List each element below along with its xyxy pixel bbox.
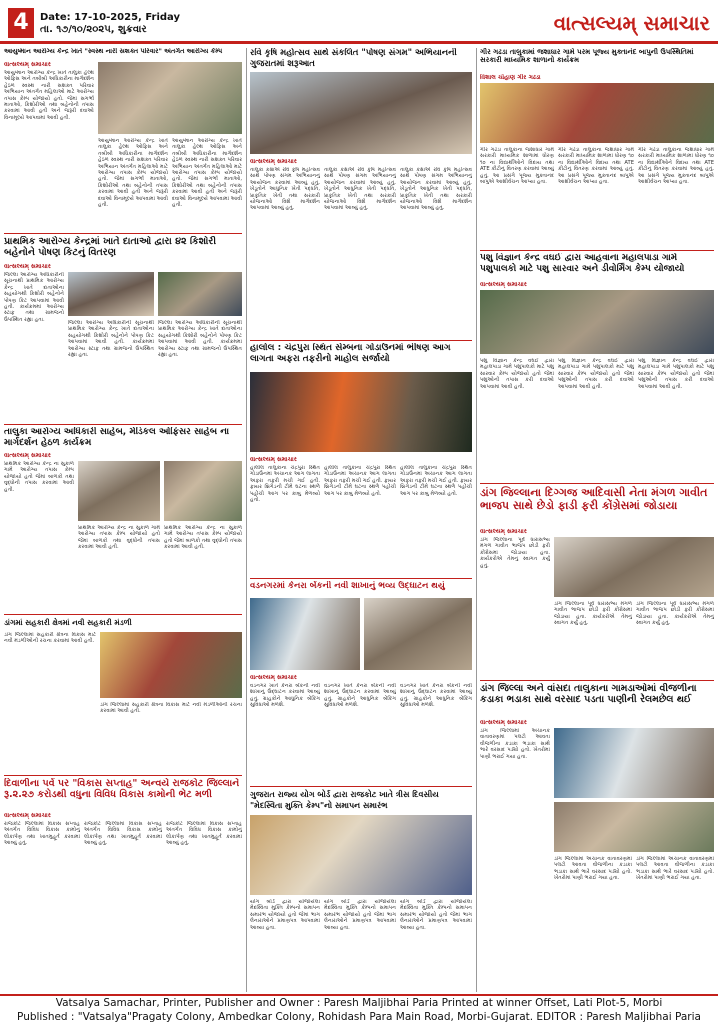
byline: વાત્સલ્યમ્ સમાચાર	[480, 719, 527, 726]
date-english: Date: 17-10-2025, Friday	[40, 12, 181, 23]
article-headline: પશુ વિજ્ઞાન કેન્દ્ર વઘઈ દ્વારા આહવાના મહાલપાડા ગામે પશુપાલકો માટે પશુ સારવાર અને ડીવોર્મિંગ કેમ્પ યોજાયો	[480, 253, 685, 274]
article-photo	[480, 290, 714, 354]
article-body: ડાંગ જિલ્લાના પૂર્વ ધારાસભ્ય મંગળ ગાવીત ભાજપ છોડી ફરી કોંગ્રેસમાં જોડાયા હતા. કાર્યકરોએ તેમનું સ્વાગત કર્યું હતું.	[480, 537, 550, 569]
byline: વાત્સલ્યમ્ સમાચાર	[480, 281, 527, 288]
article-body: પશુ વિજ્ઞાન કેન્દ્ર વઘઈ દ્વારા મહાલપાડા ગામે પશુપાલકો માટે પશુ સારવાર કેમ્પ યોજાયો હતો જેમાં પશુઓની તપાસ કરી દવાઓ આપવામાં આવી હતી.	[558, 358, 634, 390]
article-headline: તાલુકા આરોગ્ય અધિકારી સાહેબ, મેડિકલ ઓફિસર સાહેબ ના માર્ગદર્શન હેઠળ કાર્યક્રમ	[4, 427, 230, 448]
date-gujarati: તા. ૧૭/૧૦/૨૦૨૫, શુક્રવાર	[40, 24, 147, 35]
article-photo	[164, 461, 242, 521]
divider	[4, 233, 242, 234]
article-body: પ્રાથમિક આરોગ્ય કેન્દ્ર ના સુકાળ ગામે આરોગ્ય તપાસ કેમ્પ યોજાયો હતો જેમાં બાળકો તથા વૃદ્ધોની તપાસ કરવામાં આવી હતી.	[78, 525, 160, 551]
divider	[250, 786, 472, 787]
article-body: ગીર ગઢડા તાલુકાના જશાધાર ગામે સરકારી માધ્યમિક શાળામાં ધોરણ ૧૦ ના વિદ્યાર્થીઓને વિદાય તથા ATE કીટોનું વિતરણ કરવામાં આવ્યું હતું. આ પ્રસંગે પૂજ્ય મુક્તાનંદ બાપુએ આશીર્વચન આપ્યા હતા.	[638, 147, 714, 186]
article-body: ડાંગ જિલ્લામાં સહકારી ક્ષેત્રના વિકાસ માટે નવી મંડળીઓની રચના કરવામાં આવી હતી.	[4, 632, 96, 645]
article-body: ડાંગ જિલ્લાના પૂર્વ ધારાસભ્ય મંગળ ગાવીત ભાજપ છોડી ફરી કોંગ્રેસમાં જોડાયા હતા. કાર્યકરોએ તેમનું સ્વાગત કર્યું હતું.	[636, 601, 714, 627]
byline: વાત્સલ્યમ્ સમાચાર	[250, 456, 297, 463]
article-body: તાલુકા કક્ષાએ રવિ કૃષિ મહોત્સવ સાથે પોષણ સંગમ અભિયાનનું આયોજન કરવામાં આવ્યું હતું. ખેડૂતોને આધુનિક ખેતી પદ્ધતિ, પ્રાકૃતિક ખેતી તથા સરકારી યોજનાઓ વિશે માર્ગદર્શન આપવામાં આવ્યું હતું.	[324, 167, 396, 212]
article-body: વડનગર ખાતે કેનરા બેંકની નવી શાખાનું ઉદ્ઘાટન કરવામાં આવ્યું હતું. ગ્રાહકોને આધુનિક બેંકિંગ સુવિધાઓ મળશે.	[324, 683, 396, 709]
divider	[4, 775, 242, 776]
article-headline: આયુષ્માન આરોગ્ય કેન્દ્ર ખાતે "સ્વસ્થ નારી સશક્ત પરિવાર" અંતર્ગત આરોગ્ય કેમ્પ	[4, 48, 223, 55]
byline: વાત્સલ્યમ્ સમાચાર	[250, 674, 297, 681]
article-body: યોગ બોર્ડ દ્વારા યોજાયેલા મેદસ્વિતા મુક્તિ કેમ્પનો સમાપન સમારંભ યોજાયો હતો જેમાં ભાગ લેનારાઓને પ્રમાણપત્ર આપવામાં આવ્યા હતા.	[250, 899, 320, 931]
imprint-line-2: Published : "Vatsalya"Pragaty Colony, Ambedkar Colony, Rohidash Para Main Road, Morbi-Gujarat. EDITOR : Paresh Maljibhai Paria	[17, 1011, 701, 1023]
article-body: વડનગર ખાતે કેનરા બેંકની નવી શાખાનું ઉદ્ઘાટન કરવામાં આવ્યું હતું. ગ્રાહકોને આધુનિક બેંકિંગ સુવિધાઓ મળશે.	[250, 683, 320, 709]
article-headline: હાલોલ : ચંદ્રપુરા સ્થિત સેમ્બના ગોડાઉનમાં ભીષણ આગ લાગતા અફરા તફરીનો માહોલ સર્જાયો	[250, 343, 451, 364]
article-photo	[554, 728, 714, 798]
byline: વાત્સલ્યમ્ સમાચાર	[4, 263, 51, 270]
dateline	[40, 12, 240, 36]
article-body: રાજકોટ જિલ્લામાં વિકાસ સપ્તાહ અંતર્ગત વિવિધ વિકાસ કામોનું લોકાર્પણ તથા ખાતમુહૂર્ત કરવામાં આવ્યું હતું.	[166, 821, 242, 847]
divider	[480, 483, 714, 484]
article-photo	[364, 598, 472, 670]
column-divider	[246, 48, 247, 992]
divider	[4, 424, 242, 425]
article-photo	[158, 272, 242, 316]
divider	[480, 250, 714, 251]
article-body: પશુ વિજ્ઞાન કેન્દ્ર વઘઈ દ્વારા મહાલપાડા ગામે પશુપાલકો માટે પશુ સારવાર કેમ્પ યોજાયો હતો જેમાં પશુઓની તપાસ કરી દવાઓ આપવામાં આવી હતી.	[638, 358, 714, 390]
article-body: ડાંગ જિલ્લામાં અચાનક વાતાવરણમાં પલટો આવતા વીજળીના કડાકા ભડાકા સાથે ભારે વરસાદ પડ્યો હતો. ખેતરોમાં પાણી ભરાઈ ગયા હતા.	[554, 856, 632, 882]
article-body: ડાંગ જિલ્લામાં સહકારી ક્ષેત્રના વિકાસ માટે નવી મંડળીઓની રચના કરવામાં આવી હતી.	[100, 702, 242, 715]
article-photo	[250, 815, 472, 895]
divider	[480, 680, 714, 681]
article-photo	[480, 83, 714, 143]
article-body: યોગ બોર્ડ દ્વારા યોજાયેલા મેદસ્વિતા મુક્તિ કેમ્પનો સમાપન સમારંભ યોજાયો હતો જેમાં ભાગ લેનારાઓને પ્રમાણપત્ર આપવામાં આવ્યા હતા.	[400, 899, 472, 931]
byline: વાત્સલ્યમ્ સમાચાર	[250, 158, 297, 165]
article-body: યોગ બોર્ડ દ્વારા યોજાયેલા મેદસ્વિતા મુક્તિ કેમ્પનો સમાપન સમારંભ યોજાયો હતો જેમાં ભાગ લેનારાઓને પ્રમાણપત્ર આપવામાં આવ્યા હતા.	[324, 899, 396, 931]
article-headline: ડાંગમાં સહકારી ક્ષેત્રમાં નવી સહકારી મંડળી	[4, 618, 132, 627]
article-headline: વડનગરમાં કેનરા બેંકની નવી શાખાનું ભવ્ય ઉદ્ઘાટન થયું	[250, 581, 445, 591]
masthead: વાત્સલ્યમ્ સમાચાર	[553, 11, 710, 35]
article-body: પ્રાથમિક આરોગ્ય કેન્દ્ર ના સુકાળ ગામે આરોગ્ય તપાસ કેમ્પ યોજાયો હતો જેમાં બાળકો તથા વૃદ્ધોની તપાસ કરવામાં આવી હતી.	[4, 461, 74, 493]
article-body: હાલોલ તાલુકાના ચંદ્રપુરા સ્થિત ગોડાઉનમાં અચાનક આગ લાગતા અફરા તફરી મચી ગઈ હતી. ફાયર બ્રિગેડની ટીમે ઘટના સ્થળે પહોંચી આગ પર કાબુ મેળવ્યો હતો.	[250, 465, 320, 504]
article-body: ડાંગ જિલ્લાના પૂર્વ ધારાસભ્ય મંગળ ગાવીત ભાજપ છોડી ફરી કોંગ્રેસમાં જોડાયા હતા. કાર્યકરોએ તેમનું સ્વાગત કર્યું હતું.	[554, 601, 632, 627]
article-headline: ગીર ગઢડા તાલુકામાં જશાધાર ગામે પરમ પૂજ્ય મુક્તાનંદ બાપુની ઉપસ્થિતિમાં સરકારી માધ્યમિક શાળાનો કાર્યક્રમ	[480, 48, 694, 64]
page-number: 4	[8, 8, 34, 38]
article-body: વડનગર ખાતે કેનરા બેંકની નવી શાખાનું ઉદ્ઘાટન કરવામાં આવ્યું હતું. ગ્રાહકોને આધુનિક બેંકિંગ સુવિધાઓ મળશે.	[400, 683, 472, 709]
article-body: ડાંગ જિલ્લામાં અચાનક વાતાવરણમાં પલટો આવતા વીજળીના કડાકા ભડાકા સાથે ભારે વરસાદ પડ્યો હતો. ખેતરોમાં પાણી ભરાઈ ગયા હતા.	[636, 856, 714, 882]
article-body: આયુષ્માન આરોગ્ય કેન્દ્ર ખાતે તાલુકા હેલ્થ ઓફિસ અને તબીબી અધિકારીના માર્ગદર્શન હેઠળ સ્વસ્થ નારી સશક્ત પરિવાર અભિયાન અંતર્ગત મહિલાઓ માટે આરોગ્ય તપાસ કેમ્પ યોજાયો હતો. જેમાં સગર્ભા માતાઓ, કિશોરીઓ તથા બહેનોની તપાસ કરવામાં આવી હતી અને જરૂરી દવાઓ વિનામૂલ્યે આપવામાં આવી હતી.	[172, 138, 242, 209]
article-photo	[100, 632, 242, 698]
article-headline: ગુજરાત રાજ્ય યોગ બોર્ડ દ્વારા રાજકોટ ખાતે ત્રીસ દિવસીય "મેદસ્વિતા મુક્તિ કેમ્પ"નો સમાપન સમારંભ	[250, 790, 439, 810]
byline: વાત્સલ્યમ્ સમાચાર	[4, 812, 51, 819]
article-body: રાજકોટ જિલ્લામાં વિકાસ સપ્તાહ અંતર્ગત વિવિધ વિકાસ કામોનું લોકાર્પણ તથા ખાતમુહૂર્ત કરવામાં આવ્યું હતું.	[84, 821, 162, 847]
article-body: રાજકોટ જિલ્લામાં વિકાસ સપ્તાહ અંતર્ગત વિવિધ વિકાસ કામોનું લોકાર્પણ તથા ખાતમુહૂર્ત કરવામાં આવ્યું હતું.	[4, 821, 80, 847]
imprint-line-1: Vatsalya Samachar, Printer, Publisher and Owner : Paresh Maljibhai Paria Printed at winner Offset, Lati Plot-5, Morbi	[55, 997, 663, 1009]
article-photo	[98, 62, 242, 134]
article-photo	[554, 537, 714, 597]
article-body: તાલુકા કક્ષાએ રવિ કૃષિ મહોત્સવ સાથે પોષણ સંગમ અભિયાનનું આયોજન કરવામાં આવ્યું હતું. ખેડૂતોને આધુનિક ખેતી પદ્ધતિ, પ્રાકૃતિક ખેતી તથા સરકારી યોજનાઓ વિશે માર્ગદર્શન આપવામાં આવ્યું હતું.	[250, 167, 320, 212]
byline: વાત્સલ્યમ્ સમાચાર	[4, 452, 51, 459]
imprint-footer	[0, 994, 718, 1024]
article-headline: ડાંગ જિલ્લા અને વાંસદા તાલુકાના ગામડાઓમાં વીજળીના કડાકા ભડાકા સાથે વરસાદ પડતા પાણીની રેલમછેલ થઈ	[480, 683, 697, 705]
byline: વાત્સલ્યમ્ સમાચાર	[480, 528, 527, 535]
article-headline: દિવાળીના પર્વ પર "વિકાસ સપ્તાહ" અન્વયે રાજકોટ જિલ્લાને રૂ.૨.૨૭ કરોડથી વધુના વિવિધ વિકાસ કામોની ભેટ મળી	[4, 778, 240, 800]
article-photo	[554, 802, 714, 852]
article-body: ડાંગ જિલ્લામાં અચાનક વાતાવરણમાં પલટો આવતા વીજળીના કડાકા ભડાકા સાથે ભારે વરસાદ પડ્યો હતો. ખેતરોમાં પાણી ભરાઈ ગયા હતા.	[480, 728, 550, 760]
page-header	[0, 0, 718, 44]
divider	[250, 340, 472, 341]
article-headline: પ્રાથમિક આરોગ્ય કેન્દ્રમાં ખાતે દાતાઓ દ્વારા ૪૨ કિશોરી બહેનોને પોષણ કિટનું વિતરણ	[4, 236, 217, 258]
article-photo	[250, 72, 472, 154]
article-body: હાલોલ તાલુકાના ચંદ્રપુરા સ્થિત ગોડાઉનમાં અચાનક આગ લાગતા અફરા તફરી મચી ગઈ હતી. ફાયર બ્રિગેડની ટીમે ઘટના સ્થળે પહોંચી આગ પર કાબુ મેળવ્યો હતો.	[324, 465, 396, 497]
article-body: ગીર ગઢડા તાલુકાના જશાધાર ગામે સરકારી માધ્યમિક શાળામાં ધોરણ ૧૦ ના વિદ્યાર્થીઓને વિદાય તથા ATE કીટોનું વિતરણ કરવામાં આવ્યું હતું. આ પ્રસંગે પૂજ્ય મુક્તાનંદ બાપુએ આશીર્વચન આપ્યા હતા.	[480, 147, 554, 186]
article-photo	[68, 272, 154, 316]
article-body: જિલ્લા આરોગ્ય અધિકારીની સૂચનાથી પ્રાથમિક આરોગ્ય કેન્દ્ર ખાતે દાતાઓના સહયોગથી કિશોરી બહેનોને પોષણ કિટ આપવામાં આવી હતી. કાર્યક્રમમાં આરોગ્ય સ્ટાફ તથા ગ્રામજનો ઉપસ્થિત રહ્યા હતા.	[68, 320, 154, 359]
article-photo	[250, 372, 472, 452]
column-divider	[476, 48, 477, 992]
article-body: આયુષ્માન આરોગ્ય કેન્દ્ર ખાતે તાલુકા હેલ્થ ઓફિસ અને તબીબી અધિકારીના માર્ગદર્શન હેઠળ સ્વસ્થ નારી સશક્ત પરિવાર અભિયાન અંતર્ગત મહિલાઓ માટે આરોગ્ય તપાસ કેમ્પ યોજાયો હતો. જેમાં સગર્ભા માતાઓ, કિશોરીઓ તથા બહેનોની તપાસ કરવામાં આવી હતી અને જરૂરી દવાઓ વિનામૂલ્યે આપવામાં આવી હતી.	[98, 138, 168, 209]
byline: વાત્સલ્યમ્ સમાચાર	[4, 61, 51, 68]
article-headline: ડાંગ જિલ્લાના દિગ્ગજ આદિવાસી નેતા મંગળ ગાવીત ભાજપ સાથે છેડો ફાડી ફરી કોંગ્રેસમાં જોડાયા	[480, 486, 708, 512]
divider	[4, 614, 242, 615]
byline: વિશાલ ચૌહાણ ગીર ગઢડા	[480, 74, 541, 81]
article-body: તાલુકા કક્ષાએ રવિ કૃષિ મહોત્સવ સાથે પોષણ સંગમ અભિયાનનું આયોજન કરવામાં આવ્યું હતું. ખેડૂતોને આધુનિક ખેતી પદ્ધતિ, પ્રાકૃતિક ખેતી તથા સરકારી યોજનાઓ વિશે માર્ગદર્શન આપવામાં આવ્યું હતું.	[400, 167, 472, 212]
article-body: જિલ્લા આરોગ્ય અધિકારીની સૂચનાથી પ્રાથમિક આરોગ્ય કેન્દ્ર ખાતે દાતાઓના સહયોગથી કિશોરી બહેનોને પોષણ કિટ આપવામાં આવી હતી. કાર્યક્રમમાં આરોગ્ય સ્ટાફ તથા ગ્રામજનો ઉપસ્થિત રહ્યા હતા.	[158, 320, 242, 359]
article-body: આયુષ્માન આરોગ્ય કેન્દ્ર ખાતે તાલુકા હેલ્થ ઓફિસ અને તબીબી અધિકારીના માર્ગદર્શન હેઠળ સ્વસ્થ નારી સશક્ત પરિવાર અભિયાન અંતર્ગત મહિલાઓ માટે આરોગ્ય તપાસ કેમ્પ યોજાયો હતો. જેમાં સગર્ભા માતાઓ, કિશોરીઓ તથા બહેનોની તપાસ કરવામાં આવી હતી અને જરૂરી દવાઓ વિનામૂલ્યે આપવામાં આવી હતી.	[4, 70, 94, 121]
article-body: હાલોલ તાલુકાના ચંદ્રપુરા સ્થિત ગોડાઉનમાં અચાનક આગ લાગતા અફરા તફરી મચી ગઈ હતી. ફાયર બ્રિગેડની ટીમે ઘટના સ્થળે પહોંચી આગ પર કાબુ મેળવ્યો હતો.	[400, 465, 472, 497]
article-photo	[78, 461, 160, 521]
article-headline: રવિ કૃષિ મહોત્સવ સાથે સંકલિત "પોષણ સંગમ" અભિયાનની ગુજરાતમાં શરૂઆત	[250, 48, 457, 69]
article-body: ગીર ગઢડા તાલુકાના જશાધાર ગામે સરકારી માધ્યમિક શાળામાં ધોરણ ૧૦ ના વિદ્યાર્થીઓને વિદાય તથા ATE કીટોનું વિતરણ કરવામાં આવ્યું હતું. આ પ્રસંગે પૂજ્ય મુક્તાનંદ બાપુએ આશીર્વચન આપ્યા હતા.	[558, 147, 634, 186]
divider	[250, 578, 472, 579]
article-body: પ્રાથમિક આરોગ્ય કેન્દ્ર ના સુકાળ ગામે આરોગ્ય તપાસ કેમ્પ યોજાયો હતો જેમાં બાળકો તથા વૃદ્ધોની તપાસ કરવામાં આવી હતી.	[164, 525, 242, 551]
article-body: પશુ વિજ્ઞાન કેન્દ્ર વઘઈ દ્વારા મહાલપાડા ગામે પશુપાલકો માટે પશુ સારવાર કેમ્પ યોજાયો હતો જેમાં પશુઓની તપાસ કરી દવાઓ આપવામાં આવી હતી.	[480, 358, 554, 390]
article-body: જિલ્લા આરોગ્ય અધિકારીની સૂચનાથી પ્રાથમિક આરોગ્ય કેન્દ્ર ખાતે દાતાઓના સહયોગથી કિશોરી બહેનોને પોષણ કિટ આપવામાં આવી હતી. કાર્યક્રમમાં આરોગ્ય સ્ટાફ તથા ગ્રામજનો ઉપસ્થિત રહ્યા હતા.	[4, 272, 64, 323]
article-photo	[250, 598, 360, 670]
